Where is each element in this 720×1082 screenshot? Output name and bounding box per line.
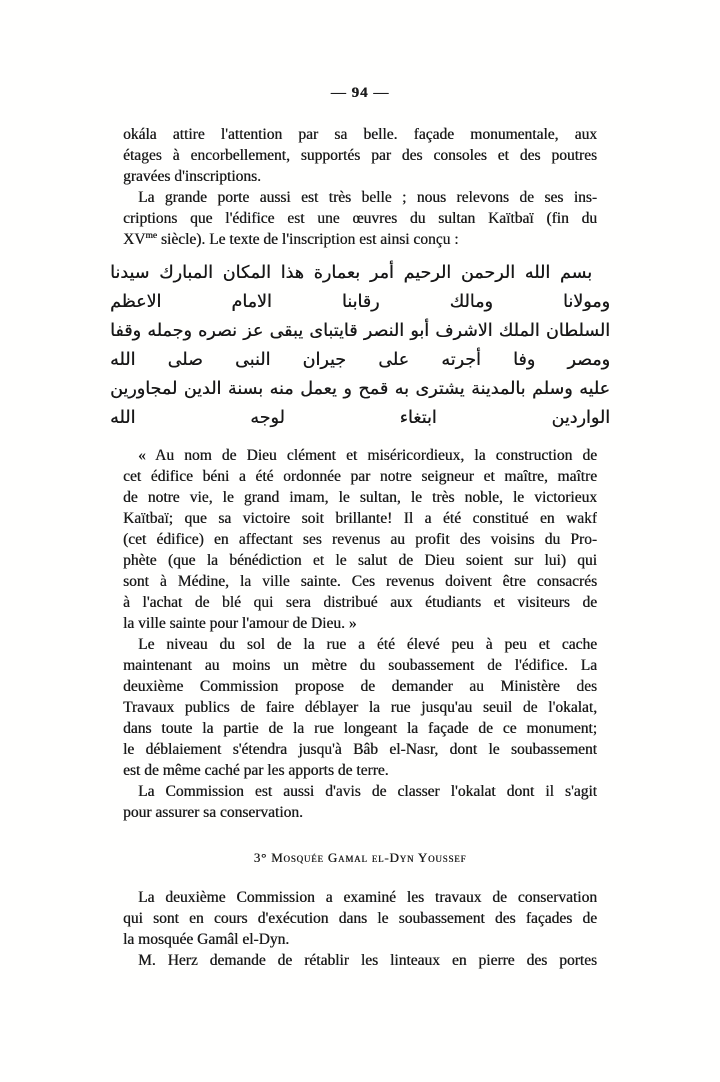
text-line: le déblaiement s'étendra jusqu'à Bâb el-Nasr, dont le soubassement bbox=[123, 741, 597, 758]
text-line: phète (que la bénédiction et le salut de Dieu soient sur lui) qui bbox=[123, 552, 597, 569]
text-line: maintenant au moins un mètre du soubassement de l'édifice. La bbox=[123, 657, 597, 674]
text-line: Travaux publics de faire déblayer la rue jusqu'au seuil de l'okalat, bbox=[123, 699, 597, 716]
text-line: M. Herz demande de rétablir les linteaux en pierre des portes bbox=[138, 952, 597, 969]
arabic-inscription bbox=[110, 259, 610, 433]
text-line: بسم الله الرحمن الرحيم أمر بعمارة هذا المكان المبارك سيدنا ومولانا ومالك رقابنا الامام الاعظم bbox=[110, 263, 610, 312]
text-line: Kaïtbaï; que sa victoire soit brillante! Il a été constitué en wakf bbox=[123, 510, 597, 527]
paragraph bbox=[123, 187, 597, 250]
text-line: السلطان الملك الاشرف أبو النصر قايتباى يبقى عز نصره وجمله وقفا ومصر وفا أجرته على جيران النبى صلى الله bbox=[110, 321, 610, 370]
text-line: criptions que l'édifice est une œuvres du sultan Kaïtbaï (fin du bbox=[123, 210, 597, 227]
text-line: pour assurer sa conservation. bbox=[123, 804, 303, 821]
paragraph bbox=[123, 781, 597, 823]
section-number: 3° bbox=[253, 850, 272, 865]
text-line: à l'achat de blé qui sera distribué aux étudiants et visiteurs de bbox=[123, 594, 597, 611]
text-line: la mosquée Gamâl el-Dyn. bbox=[123, 931, 290, 948]
page-number: — 94 — bbox=[330, 85, 390, 101]
paragraph bbox=[123, 124, 597, 187]
paragraph bbox=[123, 634, 597, 781]
text-line: étages à encorbellement, supportés par des consoles et des poutres bbox=[123, 147, 597, 164]
paragraph bbox=[123, 887, 597, 950]
text-line: (cet édifice) en affectant ses revenus au profit des voisins du Pro- bbox=[123, 531, 597, 548]
text-line: Le niveau du sol de la rue a été élevé peu à peu et cache bbox=[138, 636, 597, 653]
text-line: est de même caché par les apports de terre. bbox=[123, 762, 389, 779]
text-line: $XV^{me}$ siècle). Le texte de l'inscription est ainsi conçu : bbox=[123, 230, 459, 248]
text-line: gravées d'inscriptions. bbox=[123, 168, 261, 185]
text-line: okála attire l'attention par sa belle. façade monumentale, aux bbox=[123, 126, 597, 143]
paragraph bbox=[123, 445, 597, 634]
text-line: cet édifice béni a été ordonnée par notre seigneur et maître, maître bbox=[123, 468, 597, 485]
text-line: la ville sainte pour l'amour de Dieu. » bbox=[123, 615, 357, 632]
paragraph bbox=[123, 950, 597, 971]
section-heading bbox=[123, 850, 597, 866]
text-line: sont à Médine, la ville sainte. Ces revenus doivent être consacrés bbox=[123, 573, 597, 590]
text-line: عليه وسلم بالمدينة يشترى به قمح و يعمل منه بسنة الدين لمجاورين الواردين ابتغاء لوجه الله bbox=[110, 379, 610, 428]
text-line: « Au nom de Dieu clément et miséricordieux, la construction de bbox=[138, 447, 597, 464]
page-body bbox=[110, 124, 610, 971]
text-line: qui sont en cours d'exécution dans le soubassement des façades de bbox=[123, 910, 597, 927]
text-line: La deuxième Commission a examiné les travaux de conservation bbox=[138, 889, 597, 906]
text-line: de notre vie, le grand imam, le sultan, le très noble, le victorieux bbox=[123, 489, 597, 506]
text-line: dans toute la partie de la rue longeant la façade de ce monument; bbox=[123, 720, 597, 737]
text-line: La grande porte aussi est très belle ; nous relevons de ses ins- bbox=[138, 189, 597, 206]
section-title: Mosquée Gamal el-Dyn Youssef bbox=[271, 850, 467, 865]
text-line: deuxième Commission propose de demander au Ministère des bbox=[123, 678, 597, 695]
text-line: La Commission est aussi d'avis de classer l'okalat dont il s'agit bbox=[138, 783, 597, 800]
